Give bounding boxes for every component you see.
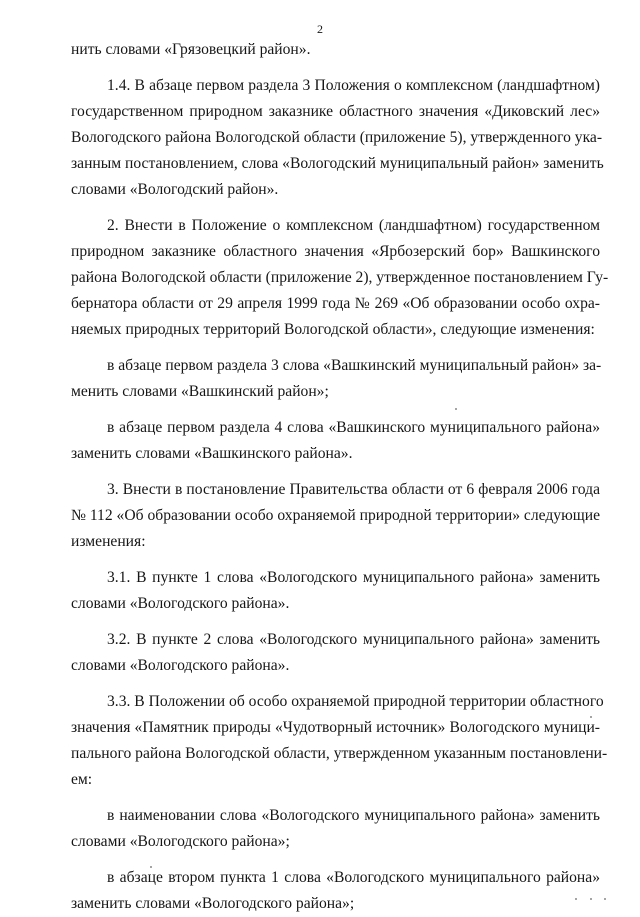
- text-line: нить словами «Грязовецкий район».: [71, 41, 311, 58]
- text-line: словами «Вологодский район».: [71, 181, 279, 198]
- text-line: природном заказнике областного значения «Ярбозерский бор» Вашкинского: [71, 243, 600, 260]
- paragraph-3-2: [71, 627, 600, 679]
- text-line: государственном природном заказнике областного значения «Диковский лес»: [71, 103, 600, 120]
- text-line: занным постановлением, слова «Вологодский муниципальный район» заменить: [71, 155, 604, 172]
- text-line: в наименовании слова «Вологодского муниципального района» заменить: [107, 807, 600, 824]
- text-line: в абзаце первом раздела 3 слова «Вашкинский муниципальный район» за-: [107, 357, 602, 374]
- paragraph-2-item-1: [71, 353, 600, 405]
- text-line: 3.2. В пункте 2 слова «Вологодского муниципального района» заменить: [107, 631, 600, 648]
- text-line: пального района Вологодской области, утвержденном указанным постановлени-: [71, 745, 608, 762]
- scan-speck: [590, 716, 592, 718]
- text-line: 3.1. В пункте 1 слова «Вологодского муниципального района» заменить: [107, 569, 600, 586]
- text-line: Вологодского района Вологодской области (приложение 5), утвержденного ука-: [71, 129, 603, 146]
- text-line: 1.4. В абзаце первом раздела 3 Положения о комплексном (ландшафтном): [107, 77, 600, 94]
- text-line: няемых природных территорий Вологодской области», следующие изменения:: [71, 321, 595, 338]
- text-line: словами «Вологодского района».: [71, 657, 290, 674]
- text-line: изменения:: [71, 533, 146, 550]
- page-number: 2: [317, 22, 323, 36]
- scan-speck: [590, 898, 592, 900]
- text-line: ем:: [71, 771, 93, 788]
- text-line: 3.3. В Положении об особо охраняемой природной территории областного: [107, 693, 604, 710]
- text-line: района Вологодской области (приложение 2), утвержденное постановлением Гу-: [71, 269, 609, 286]
- text-line: № 112 «Об образовании особо охраняемой природной территории» следующие: [71, 507, 600, 524]
- text-line: в абзаце первом раздела 4 слова «Вашкинского муниципального района»: [107, 419, 600, 436]
- text-line: словами «Вологодского района»;: [71, 833, 290, 850]
- scan-speck: [604, 898, 606, 900]
- paragraph-3: [71, 477, 600, 555]
- scan-speck: [455, 408, 457, 410]
- text-line: заменить словами «Вашкинского района».: [71, 445, 353, 462]
- document-body: [71, 37, 609, 917]
- paragraph-3-1: [71, 565, 600, 617]
- scan-speck: [150, 866, 152, 868]
- text-line: менить словами «Вашкинский район»;: [71, 383, 329, 400]
- text-line: значения «Памятник природы «Чудотворный источник» Вологодского муници-: [71, 719, 600, 736]
- paragraph-3-3-item-1: [71, 803, 600, 855]
- paragraph-2: [71, 213, 609, 343]
- paragraph-2-item-2: [71, 415, 600, 467]
- scan-speck: [575, 898, 577, 900]
- text-line: заменить словами «Вологодского района»;: [71, 895, 355, 912]
- paragraph-1-4: [71, 73, 604, 203]
- text-line: 2. Внести в Положение о комплексном (ландшафтном) государственном: [107, 217, 600, 234]
- paragraph-continuation: [71, 37, 600, 63]
- text-line: бернатора области от 29 апреля 1999 года № 269 «Об образовании особо охра-: [71, 295, 600, 312]
- text-line: в абзаце втором пункта 1 слова «Вологодского муниципального района»: [107, 869, 600, 886]
- text-line: 3. Внести в постановление Правительства области от 6 февраля 2006 года: [107, 481, 600, 498]
- paragraph-3-3: [71, 689, 608, 793]
- paragraph-3-3-item-2: [71, 865, 600, 917]
- text-line: словами «Вологодского района».: [71, 595, 290, 612]
